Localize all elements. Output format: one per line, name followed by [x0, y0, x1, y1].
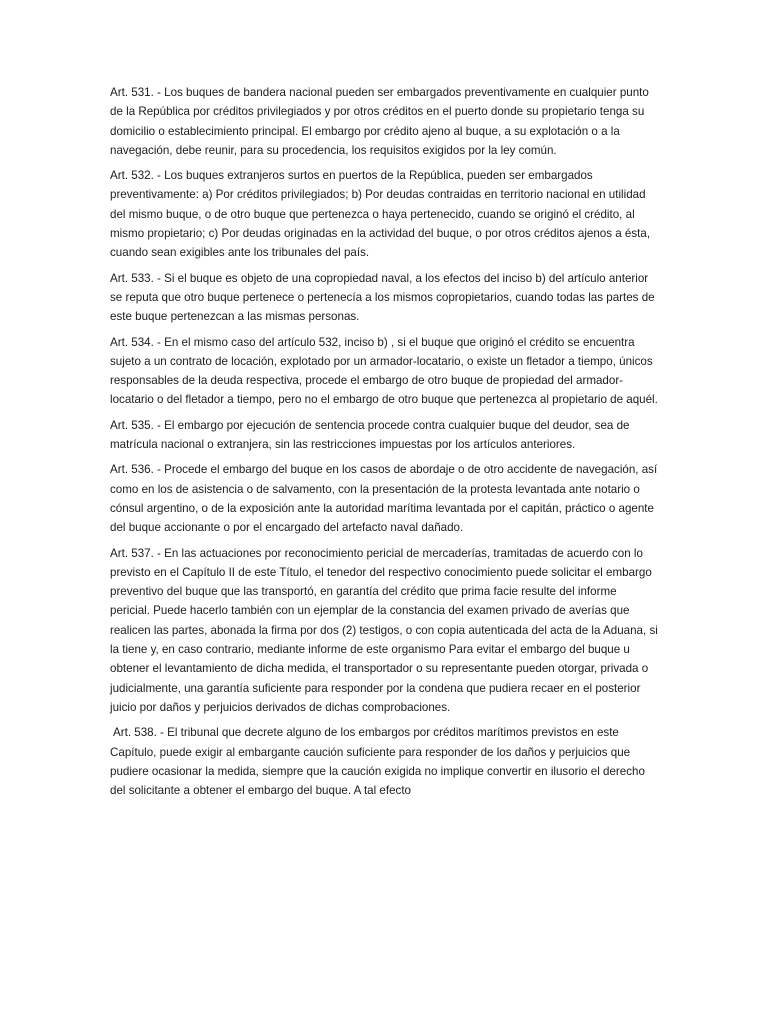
document-body: [110, 83, 658, 806]
article-533-paragraph: Art. 533. - Si el buque es objeto de una copropiedad naval, a los efectos del inciso b) del artículo anterior se reputa que otro buque pertenece o pertenecía a los mismos copropietarios, cuando todas las partes de este buque pertenezcan a las mismas personas.: [110, 271, 655, 324]
article-534-paragraph: Art. 534. - En el mismo caso del artículo 532, inciso b) , si el buque que originó el crédito se encuentra sujeto a un contrato de locación, explotado por un armador-locatario, o existe un fletador a tiempo, únicos responsables de la deuda respectiva, procede el embargo de otro buque de propiedad del armador-locatario o del fletador a tiempo, pero no el embargo de otro buque que pertenezca al propietario de aquél.: [110, 335, 658, 407]
article-537-paragraph: Art. 537. - En las actuaciones por reconocimiento pericial de mercaderías, tramitadas de acuerdo con lo previsto en el Capítulo II de este Título, el tenedor del respectivo conocimiento puede solicitar el embargo preventivo del buque que las transportó, en garantía del crédito que prima facie resulte del informe pericial. Puede hacerlo también con un ejemplar de la constancia del examen privado de averías que realicen las partes, abonada la firma por dos (2) testigos, o con copia autenticada del acta de la Aduana, si la tiene y, en caso contrario, mediante informe de este organismo Para evitar el embargo del buque u obtener el levantamiento de dicha medida, el transportador o su representante pueden otorgar, privada o judicialmente, una garantía suficiente para responder por la condena que pudiera recaer en el posterior juicio por daños y perjuicios derivados de dichas comprobaciones.: [110, 546, 658, 714]
article-531-paragraph: Art. 531. - Los buques de bandera nacional pueden ser embargados preventivamente en cualquier punto de la República por créditos privilegiados y por otros créditos en el puerto donde su propietario tenga su domicilio o establecimiento principal. El embargo por crédito ajeno al buque, a su explotación o a la navegación, debe reunir, para su procedencia, los requisitos exigidos por la ley común.: [110, 86, 649, 157]
article-536-paragraph: Art. 536. - Procede el embargo del buque en los casos de abordaje o de otro accidente de navegación, así como en los de asistencia o de salvamento, con la presentación de la protesta levantada ante notario o cónsul argentino, o de la exposición ante la autoridad marítima levantada por el capitán, práctico o agente del buque accionante o por el encargado del artefacto naval dañado.: [110, 463, 658, 535]
article-538-paragraph: Art. 538. - El tribunal que decrete alguno de los embargos por créditos marítimos previstos en este Capítulo, puede exigir al embargante caución suficiente para responder de los daños y perjuicios que pudiere ocasionar la medida, siempre que la caución exigida no implique convertir en ilusorio el derecho del solicitante a obtener el embargo del buque. A tal efecto: [110, 726, 645, 798]
article-532-paragraph: Art. 532. - Los buques extranjeros surtos en puertos de la República, pueden ser embargados preventivamente: a) Por créditos privilegiados; b) Por deudas contraidas en territorio nacional en utilidad del mismo buque, o de otro buque que pertenezca o haya pertenecido, cuando se originó el crédito, al mismo propietario; c) Por deudas originadas en la actividad del buque, o por otros créditos ajenos a ésta, cuando sean exigibles ante los tribunales del país.: [110, 169, 651, 260]
article-535-paragraph: Art. 535. - El embargo por ejecución de sentencia procede contra cualquier buque del deudor, sea de matrícula nacional o extranjera, sin las restricciones impuestas por los artículos anteriores.: [110, 418, 630, 452]
